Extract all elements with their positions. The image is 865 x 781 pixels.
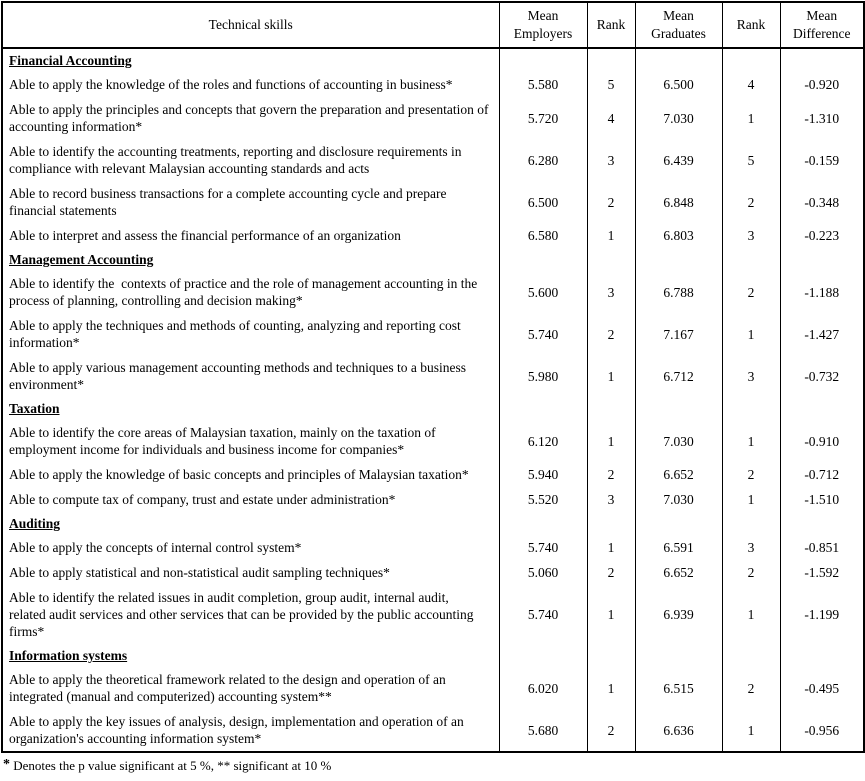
section-title: Financial Accounting xyxy=(2,48,499,72)
skill-cell: Able to apply the knowledge of the roles and functions of accounting in business* xyxy=(2,72,499,97)
footnote-asterisk: * xyxy=(3,757,10,772)
mean-graduates-cell: 6.652 xyxy=(635,462,722,487)
col-header-rank-employers: Rank xyxy=(587,2,635,48)
empty-cell xyxy=(499,512,587,535)
mean-difference-cell: -0.910 xyxy=(780,420,864,462)
mean-employers-cell: 5.060 xyxy=(499,560,587,585)
rank-graduates-cell: 2 xyxy=(722,181,780,223)
rank-employers-cell: 1 xyxy=(587,585,635,644)
empty-cell xyxy=(587,48,635,72)
rank-graduates-cell: 2 xyxy=(722,560,780,585)
mean-employers-cell: 5.980 xyxy=(499,355,587,397)
rank-employers-cell: 2 xyxy=(587,181,635,223)
rank-employers-cell: 1 xyxy=(587,355,635,397)
empty-cell xyxy=(587,248,635,271)
section-row xyxy=(2,248,864,271)
rank-employers-cell: 1 xyxy=(587,535,635,560)
skill-row xyxy=(2,72,864,97)
mean-graduates-cell: 7.030 xyxy=(635,420,722,462)
mean-graduates-cell: 6.652 xyxy=(635,560,722,585)
table-header xyxy=(2,2,864,48)
skill-row xyxy=(2,420,864,462)
skill-cell: Able to apply statistical and non-statistical audit sampling techniques* xyxy=(2,560,499,585)
skill-row xyxy=(2,667,864,709)
rank-graduates-cell: 2 xyxy=(722,667,780,709)
empty-cell xyxy=(499,644,587,667)
mean-employers-cell: 5.740 xyxy=(499,535,587,560)
mean-graduates-cell: 6.591 xyxy=(635,535,722,560)
rank-graduates-cell: 5 xyxy=(722,139,780,181)
section-title: Management Accounting xyxy=(2,248,499,271)
empty-cell xyxy=(635,397,722,420)
mean-graduates-cell: 6.803 xyxy=(635,223,722,248)
section-row xyxy=(2,48,864,72)
section-row xyxy=(2,397,864,420)
empty-cell xyxy=(635,512,722,535)
mean-difference-cell: -1.199 xyxy=(780,585,864,644)
skill-row xyxy=(2,560,864,585)
empty-cell xyxy=(780,48,864,72)
mean-difference-cell: -0.732 xyxy=(780,355,864,397)
skill-row xyxy=(2,313,864,355)
empty-cell xyxy=(587,512,635,535)
mean-difference-cell: -0.956 xyxy=(780,709,864,752)
col-header-mean-graduates: Mean Graduates xyxy=(635,2,722,48)
empty-cell xyxy=(499,248,587,271)
mean-graduates-cell: 6.636 xyxy=(635,709,722,752)
rank-graduates-cell: 4 xyxy=(722,72,780,97)
section-title: Information systems xyxy=(2,644,499,667)
skill-cell: Able to apply the knowledge of basic concepts and principles of Malaysian taxation* xyxy=(2,462,499,487)
skill-cell: Able to identify the core areas of Malaysian taxation, mainly on the taxation of employment income for individuals and business income for companies* xyxy=(2,420,499,462)
col-header-technical-skills: Technical skills xyxy=(2,2,499,48)
skill-row xyxy=(2,181,864,223)
mean-employers-cell: 6.500 xyxy=(499,181,587,223)
mean-difference-cell: -1.188 xyxy=(780,271,864,313)
footnote-text: Denotes the p value significant at 5 %, ** significant at 10 % xyxy=(13,758,332,773)
mean-employers-cell: 5.520 xyxy=(499,487,587,512)
skill-cell: Able to record business transactions for a complete accounting cycle and prepare financial statements xyxy=(2,181,499,223)
empty-cell xyxy=(587,397,635,420)
col-header-rank-graduates: Rank xyxy=(722,2,780,48)
skill-cell: Able to identify the accounting treatments, reporting and disclosure requirements in compliance with relevant Malaysian accounting standards and acts xyxy=(2,139,499,181)
empty-cell xyxy=(635,48,722,72)
mean-employers-cell: 5.580 xyxy=(499,72,587,97)
skill-cell: Able to apply the concepts of internal control system* xyxy=(2,535,499,560)
mean-employers-cell: 5.680 xyxy=(499,709,587,752)
mean-employers-cell: 6.280 xyxy=(499,139,587,181)
skill-cell: Able to apply the principles and concepts that govern the preparation and presentation of accounting information* xyxy=(2,97,499,139)
empty-cell xyxy=(499,48,587,72)
mean-graduates-cell: 6.712 xyxy=(635,355,722,397)
rank-graduates-cell: 3 xyxy=(722,535,780,560)
rank-employers-cell: 1 xyxy=(587,223,635,248)
rank-graduates-cell: 1 xyxy=(722,97,780,139)
rank-employers-cell: 5 xyxy=(587,72,635,97)
mean-difference-cell: -0.920 xyxy=(780,72,864,97)
mean-difference-cell: -1.592 xyxy=(780,560,864,585)
section-row xyxy=(2,644,864,667)
rank-graduates-cell: 3 xyxy=(722,223,780,248)
empty-cell xyxy=(722,248,780,271)
rank-graduates-cell: 1 xyxy=(722,313,780,355)
mean-difference-cell: -0.159 xyxy=(780,139,864,181)
mean-difference-cell: -1.510 xyxy=(780,487,864,512)
col-header-mean-difference: Mean Difference xyxy=(780,2,864,48)
rank-employers-cell: 2 xyxy=(587,709,635,752)
skill-cell: Able to identify the contexts of practice and the role of management accounting in the process of planning, controlling and decision making* xyxy=(2,271,499,313)
empty-cell xyxy=(780,248,864,271)
header-row xyxy=(2,2,864,48)
skill-row xyxy=(2,223,864,248)
skill-cell: Able to interpret and assess the financial performance of an organization xyxy=(2,223,499,248)
skill-row xyxy=(2,271,864,313)
skill-row xyxy=(2,462,864,487)
skill-row xyxy=(2,97,864,139)
rank-employers-cell: 3 xyxy=(587,487,635,512)
empty-cell xyxy=(722,397,780,420)
mean-difference-cell: -1.427 xyxy=(780,313,864,355)
mean-difference-cell: -1.310 xyxy=(780,97,864,139)
empty-cell xyxy=(780,397,864,420)
mean-employers-cell: 6.020 xyxy=(499,667,587,709)
skill-cell: Able to apply the theoretical framework related to the design and operation of an integrated (manual and computerized) accounting system** xyxy=(2,667,499,709)
empty-cell xyxy=(722,512,780,535)
mean-employers-cell: 5.720 xyxy=(499,97,587,139)
rank-employers-cell: 2 xyxy=(587,313,635,355)
rank-employers-cell: 2 xyxy=(587,560,635,585)
mean-difference-cell: -0.348 xyxy=(780,181,864,223)
rank-employers-cell: 3 xyxy=(587,139,635,181)
mean-difference-cell: -0.851 xyxy=(780,535,864,560)
skill-cell: Able to apply various management accounting methods and techniques to a business environment* xyxy=(2,355,499,397)
section-row xyxy=(2,512,864,535)
skill-cell: Able to compute tax of company, trust and estate under administration* xyxy=(2,487,499,512)
rank-graduates-cell: 1 xyxy=(722,420,780,462)
skill-cell: Able to identify the related issues in audit completion, group audit, internal audit, related audit services and other services that can be provided by the public accounting firms* xyxy=(2,585,499,644)
empty-cell xyxy=(722,48,780,72)
mean-difference-cell: -0.495 xyxy=(780,667,864,709)
mean-employers-cell: 5.740 xyxy=(499,313,587,355)
section-title: Auditing xyxy=(2,512,499,535)
rank-employers-cell: 2 xyxy=(587,462,635,487)
mean-employers-cell: 5.740 xyxy=(499,585,587,644)
mean-difference-cell: -0.712 xyxy=(780,462,864,487)
rank-employers-cell: 3 xyxy=(587,271,635,313)
skill-cell: Able to apply the techniques and methods of counting, analyzing and reporting cost information* xyxy=(2,313,499,355)
empty-cell xyxy=(780,644,864,667)
mean-employers-cell: 5.940 xyxy=(499,462,587,487)
empty-cell xyxy=(780,512,864,535)
mean-graduates-cell: 7.030 xyxy=(635,487,722,512)
mean-graduates-cell: 6.788 xyxy=(635,271,722,313)
col-header-mean-employers: Mean Employers xyxy=(499,2,587,48)
technical-skills-table xyxy=(1,1,865,753)
skill-row xyxy=(2,585,864,644)
mean-graduates-cell: 6.515 xyxy=(635,667,722,709)
rank-graduates-cell: 3 xyxy=(722,355,780,397)
empty-cell xyxy=(635,248,722,271)
mean-employers-cell: 5.600 xyxy=(499,271,587,313)
skill-row xyxy=(2,139,864,181)
mean-employers-cell: 6.120 xyxy=(499,420,587,462)
empty-cell xyxy=(499,397,587,420)
mean-graduates-cell: 6.500 xyxy=(635,72,722,97)
mean-graduates-cell: 7.030 xyxy=(635,97,722,139)
rank-employers-cell: 4 xyxy=(587,97,635,139)
empty-cell xyxy=(722,644,780,667)
mean-graduates-cell: 7.167 xyxy=(635,313,722,355)
skill-cell: Able to apply the key issues of analysis, design, implementation and operation of an organization's accounting information system* xyxy=(2,709,499,752)
empty-cell xyxy=(635,644,722,667)
skill-row xyxy=(2,355,864,397)
rank-graduates-cell: 1 xyxy=(722,585,780,644)
rank-graduates-cell: 1 xyxy=(722,709,780,752)
empty-cell xyxy=(587,644,635,667)
skill-row xyxy=(2,535,864,560)
skill-row xyxy=(2,709,864,752)
mean-difference-cell: -0.223 xyxy=(780,223,864,248)
rank-graduates-cell: 2 xyxy=(722,271,780,313)
rank-employers-cell: 1 xyxy=(587,667,635,709)
table-body xyxy=(2,48,864,752)
section-title: Taxation xyxy=(2,397,499,420)
mean-graduates-cell: 6.439 xyxy=(635,139,722,181)
mean-employers-cell: 6.580 xyxy=(499,223,587,248)
mean-graduates-cell: 6.939 xyxy=(635,585,722,644)
footnote xyxy=(3,757,864,774)
rank-graduates-cell: 1 xyxy=(722,487,780,512)
rank-graduates-cell: 2 xyxy=(722,462,780,487)
mean-graduates-cell: 6.848 xyxy=(635,181,722,223)
skill-row xyxy=(2,487,864,512)
rank-employers-cell: 1 xyxy=(587,420,635,462)
